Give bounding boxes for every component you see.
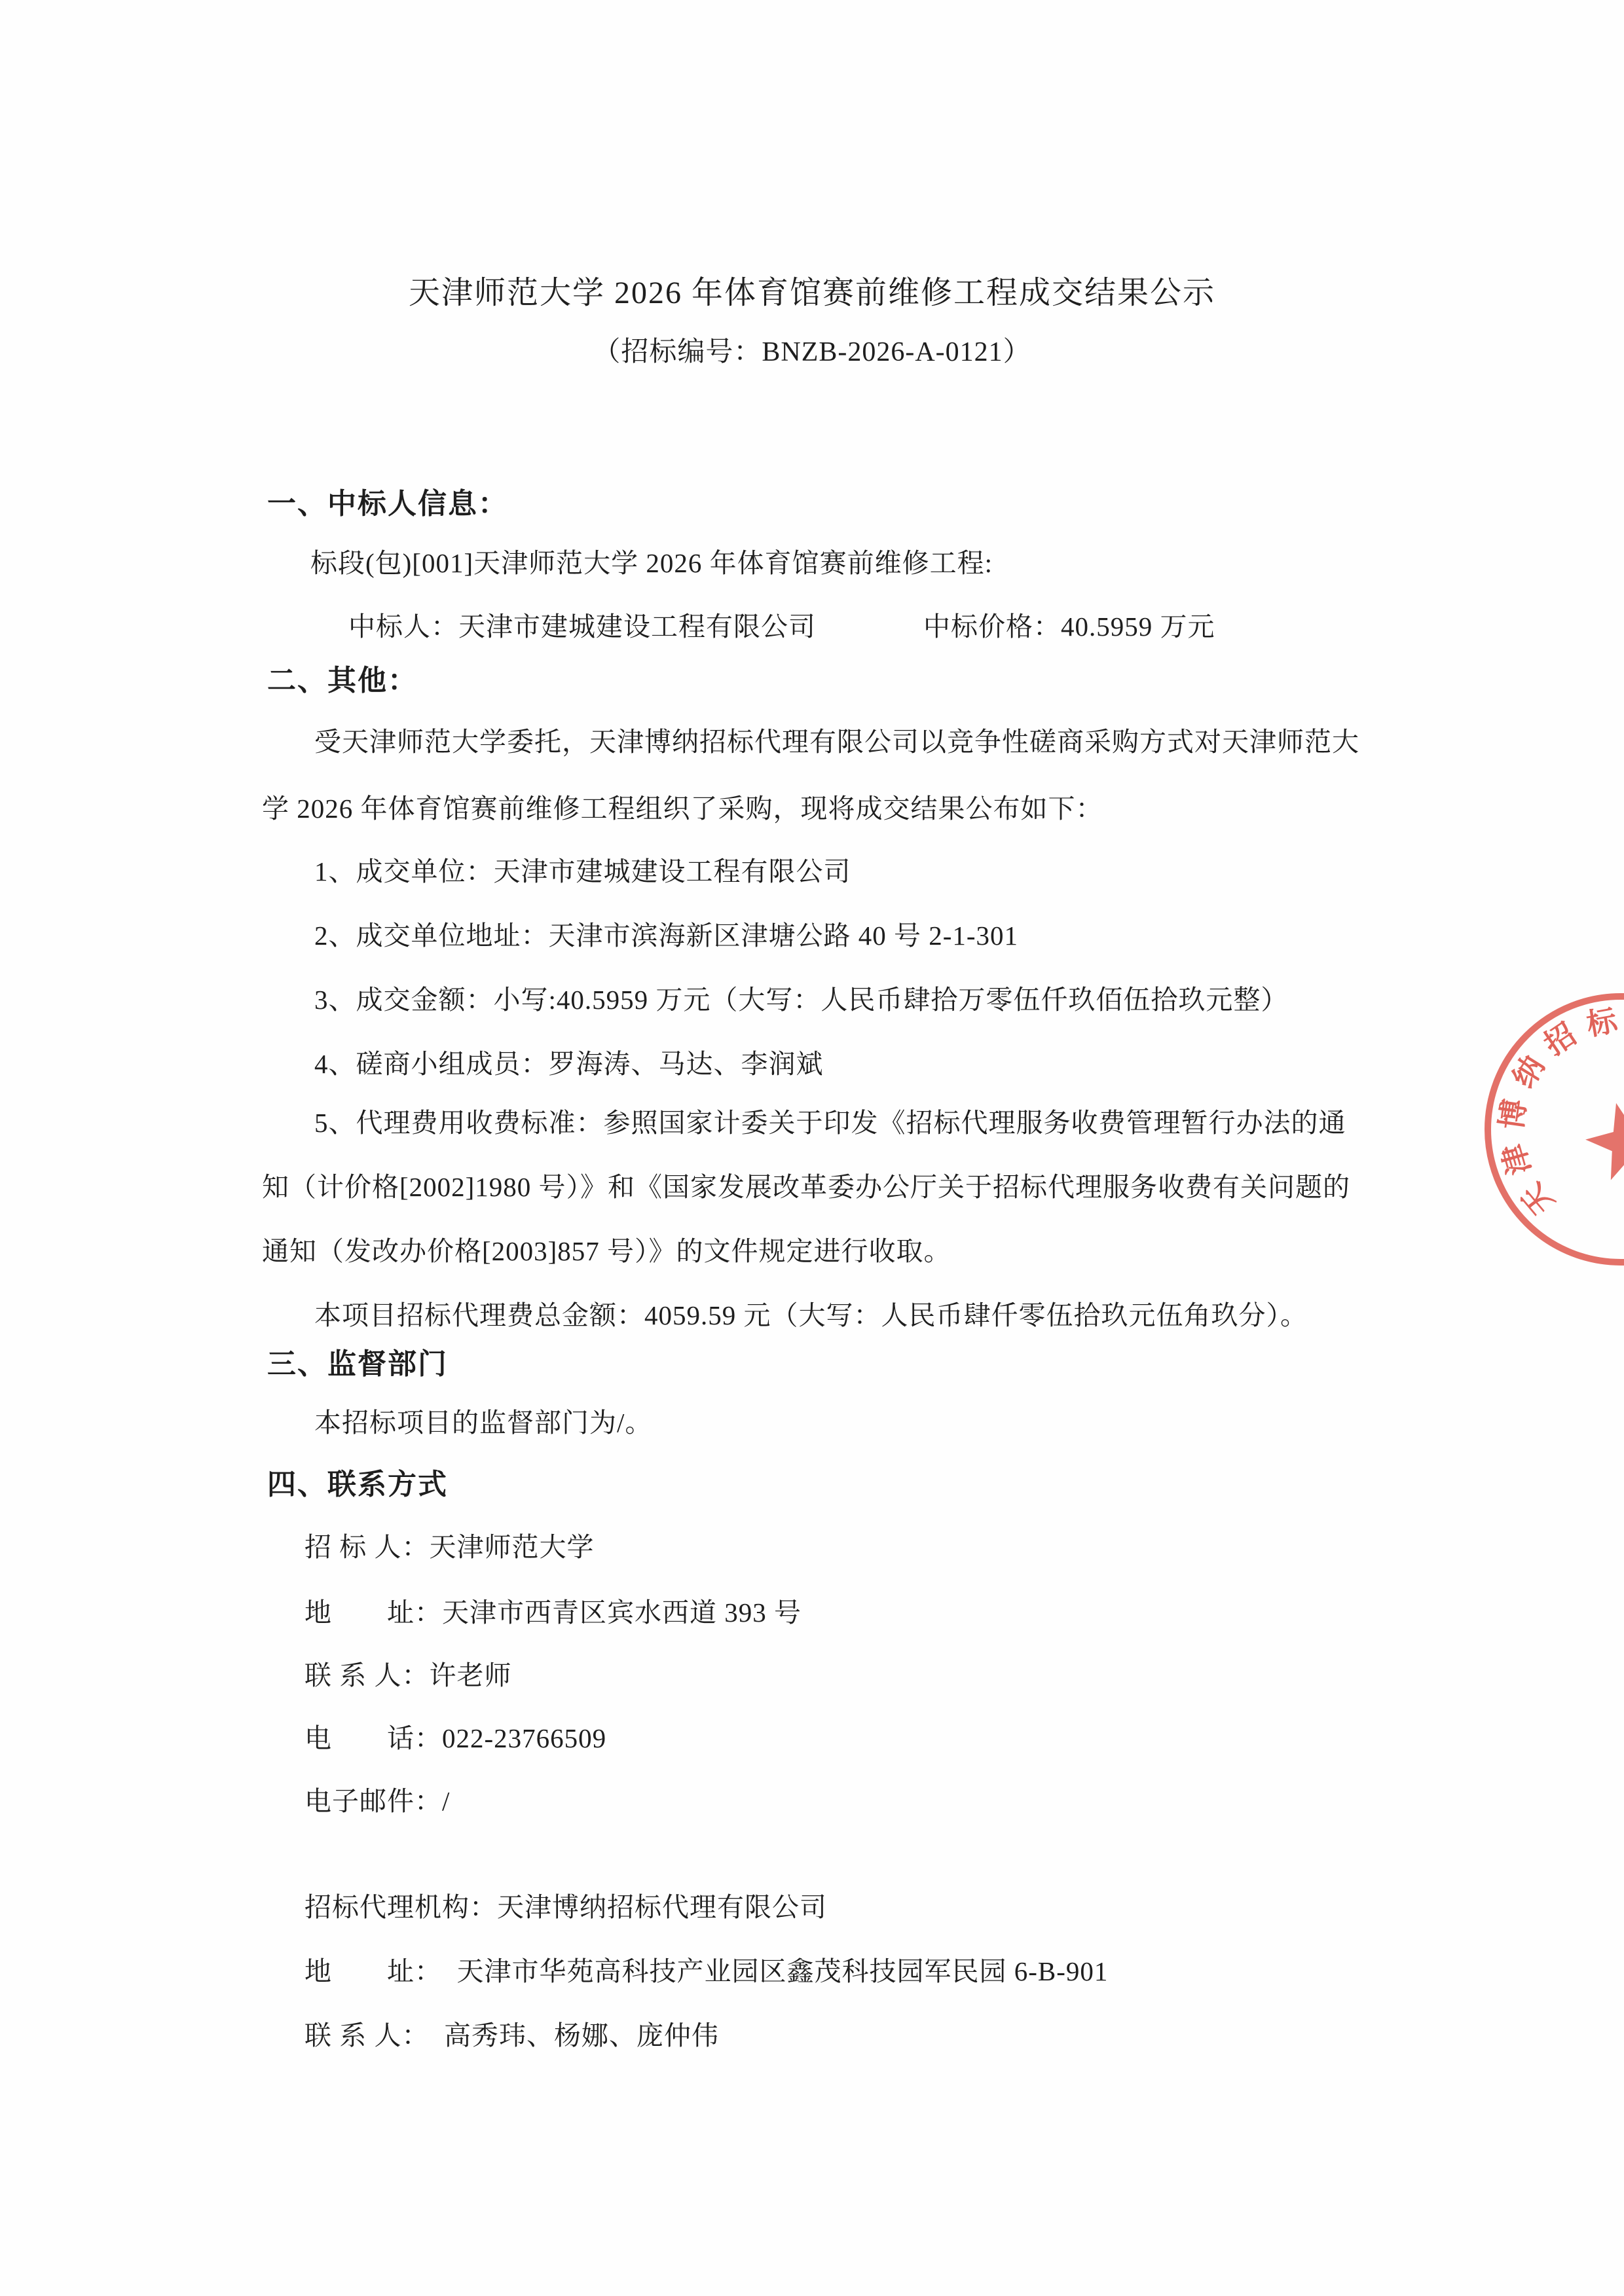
section-2-heading: 二、其他： <box>267 665 418 697</box>
seal-ring-char: 招 <box>1538 1017 1582 1062</box>
agency-fee-total-line: 本项目招标代理费总金额：4059.59 元（大写：人民币肆仟零伍拾玖元伍角玖分）。 <box>314 1300 1308 1330</box>
agency-address-line: 地 址： 天津市华苑高科技产业园区鑫茂科技园军民园 6-B-901 <box>304 1956 1109 1986</box>
winner-line: 中标人：天津市建城建设工程有限公司 <box>348 611 816 642</box>
lot-line: 标段(包)[001]天津师范大学 2026 年体育馆赛前维修工程: <box>310 548 993 578</box>
section-2-paragraph-line-2: 学 2026 年体育馆赛前维修工程组织了采购，现将成交结果公布如下： <box>262 793 1103 824</box>
agency-name-line: 招标代理机构：天津博纳招标代理有限公司 <box>304 1892 827 1922</box>
tenderee-email-line: 电子邮件：/ <box>304 1786 451 1816</box>
deal-amount-line: 3、成交金额：小写:40.5959 万元（大写：人民币肆拾万零伍仟玖佰伍拾玖元整） <box>314 985 1289 1015</box>
seal-star-icon <box>1579 1094 1624 1184</box>
seal-ring-char: 津 <box>1496 1140 1537 1178</box>
section-3-heading: 三、监督部门 <box>267 1348 448 1380</box>
page-title: 天津师范大学 2026 年体育馆赛前维修工程成交结果公示 <box>408 276 1215 310</box>
agency-fee-standard-line-3: 通知（发改办价格[2003]857 号）》的文件规定进行收取。 <box>262 1236 951 1266</box>
seal-ring-char: 博 <box>1494 1097 1532 1132</box>
winner-price: 中标价格：40.5959 万元 <box>923 611 1215 642</box>
seal-ring-char: 天 <box>1515 1176 1560 1222</box>
tenderee-address-line: 地 址：天津市西青区宾水西道 393 号 <box>304 1597 802 1628</box>
supervision-line: 本招标项目的监督部门为/。 <box>314 1408 653 1438</box>
deal-unit-address-line: 2、成交单位地址：天津市滨海新区津塘公路 40 号 2-1-301 <box>314 920 1019 951</box>
seal-ring-char: 纳 <box>1506 1050 1551 1094</box>
panel-members-line: 4、磋商小组成员：罗海涛、马达、李润斌 <box>314 1049 824 1079</box>
agency-red-seal <box>1470 979 1624 1280</box>
seal-ring-text <box>1495 1004 1621 1222</box>
agency-contact-line: 联 系 人： 高秀玮、杨娜、庞仲伟 <box>304 2020 719 2050</box>
agency-fee-standard-line-1: 5、代理费用收费标准：参照国家计委关于印发《招标代理服务收费管理暂行办法的通 <box>314 1108 1346 1138</box>
deal-unit-line: 1、成交单位：天津市建城建设工程有限公司 <box>314 856 851 886</box>
tenderee-contact-line: 联 系 人：许老师 <box>304 1660 512 1690</box>
tenderee-name-line: 招 标 人：天津师范大学 <box>304 1532 595 1562</box>
section-4-heading: 四、联系方式 <box>267 1468 448 1501</box>
section-1-heading: 一、中标人信息： <box>267 488 508 520</box>
section-2-paragraph-line-1: 受天津师范大学委托，天津博纳招标代理有限公司以竞争性磋商采购方式对天津师范大 <box>314 727 1359 757</box>
tenderee-phone-line: 电 话：022-23766509 <box>304 1723 607 1753</box>
seal-ring-char: 标 <box>1584 1003 1620 1042</box>
page-subtitle: （招标编号：BNZB-2026-A-0121） <box>593 337 1031 367</box>
agency-fee-standard-line-2: 知（计价格[2002]1980 号）》和《国家发展改革委办公厅关于招标代理服务收费有关问题的 <box>262 1172 1351 1202</box>
